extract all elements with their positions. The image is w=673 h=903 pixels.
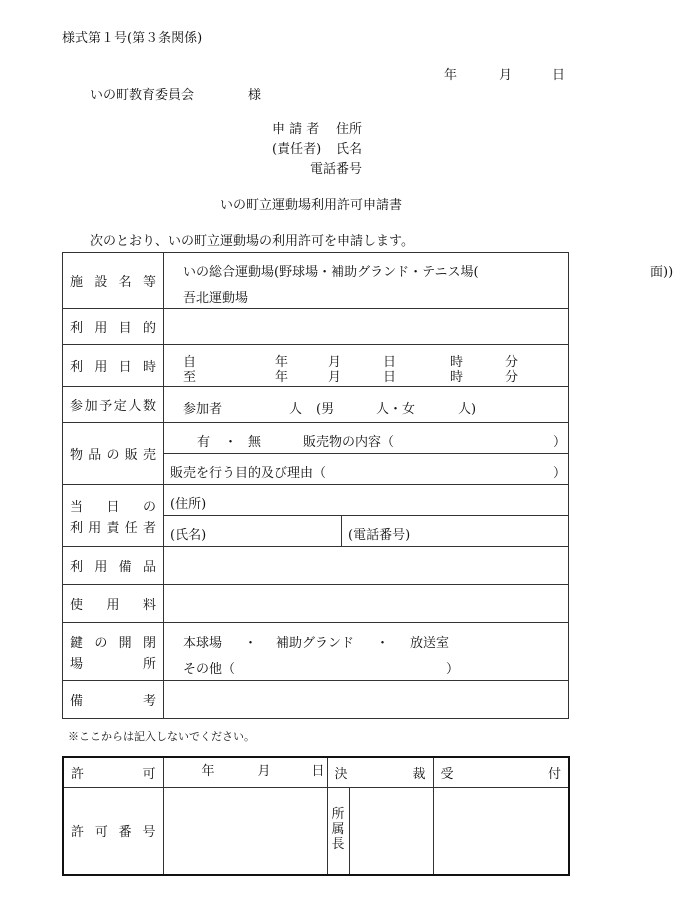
facility-row <box>63 253 569 309</box>
responsible-name-label: (氏名) <box>170 528 207 543</box>
key-label-line-1: 鍵 の 開 閉 <box>70 635 156 651</box>
sales-no-option[interactable]: 無 <box>248 435 262 450</box>
receipt-stamp-cell[interactable] <box>433 787 569 875</box>
applicant-role: 申 請 者 <box>272 122 320 137</box>
key-separator-1: ・ <box>244 635 258 651</box>
datetime-from-minute: 分 <box>505 354 519 370</box>
permit-month: 月 <box>257 764 271 780</box>
key-value-cell <box>164 623 569 681</box>
sales-value-cell <box>164 423 569 485</box>
sales-content-label: 販売物の内容（ <box>303 435 395 450</box>
datetime-value-cell[interactable] <box>164 345 569 387</box>
datetime-to: 至 <box>183 369 197 385</box>
key-separator-2: ・ <box>376 635 390 651</box>
datetime-to-year: 年 <box>275 369 289 385</box>
responsible-label-line-1: 当 日 の <box>70 499 156 515</box>
sales-label: 物 品 の 販 売 <box>70 448 156 463</box>
applicant-responsible-role: (責任者) <box>272 142 322 157</box>
addressee-name: いの町教育委員会 <box>90 88 195 103</box>
sales-reason-line[interactable] <box>164 453 568 484</box>
purpose-label: 利 用 目 的 <box>70 321 156 336</box>
key-row <box>63 623 569 681</box>
sales-yes-option[interactable]: 有 <box>197 435 211 450</box>
datetime-from-year: 年 <box>275 354 289 370</box>
participants-value-cell[interactable] <box>164 387 569 423</box>
office-body-row <box>63 787 569 875</box>
permit-label-cell <box>63 757 163 787</box>
participants-row <box>63 387 569 423</box>
sales-content-close: ） <box>553 435 567 450</box>
form-number: 様式第１号(第３条関係) <box>62 31 203 46</box>
facility-value-cell[interactable] <box>164 253 673 309</box>
datetime-from-month: 月 <box>328 354 342 370</box>
datetime-from-hour: 時 <box>450 354 464 370</box>
decision-label: 決 裁 <box>334 766 426 782</box>
document-title: いの町立運動場利用許可申請書 <box>220 198 403 213</box>
sales-row <box>63 423 569 485</box>
remarks-label-cell <box>63 681 164 719</box>
datetime-to-hour: 時 <box>450 369 464 385</box>
key-label-line-2: 場 所 <box>70 656 156 672</box>
responsible-address-field[interactable] <box>164 485 568 515</box>
fee-value-cell[interactable] <box>164 585 569 623</box>
equipment-value-cell[interactable] <box>164 547 569 585</box>
permit-date-cell[interactable] <box>163 757 327 787</box>
datetime-to-minute: 分 <box>505 369 519 385</box>
responsible-address-label: (住所) <box>170 497 207 512</box>
remarks-row <box>63 681 569 719</box>
facility-option-2: 吾北運動場 <box>183 290 249 306</box>
key-place-sub-ground[interactable]: 補助グランド <box>276 635 355 651</box>
applicant-phone-label: 電話番号 <box>310 162 363 177</box>
remarks-value-cell[interactable] <box>164 681 569 719</box>
intro-text: 次のとおり、いの町立運動場の利用許可を申請します。 <box>90 234 414 249</box>
responsible-label-cell <box>63 485 164 547</box>
receipt-label-cell <box>433 757 569 787</box>
purpose-row <box>63 309 569 345</box>
office-header-row <box>63 757 569 787</box>
date-month-label: 月 <box>499 68 513 83</box>
applicant-address-label: 住所 <box>336 122 363 137</box>
permit-day: 日 <box>311 764 325 780</box>
facility-option-1: いの総合運動場(野球場・補助グランド・テニス場( <box>183 264 479 280</box>
permit-number-value-cell[interactable] <box>163 787 327 875</box>
fee-label: 使 用 料 <box>70 598 156 613</box>
remarks-label: 備 考 <box>70 694 156 709</box>
section-head-label: 所属長 <box>331 807 345 853</box>
key-place-main-field[interactable]: 本球場 <box>183 635 223 651</box>
responsible-divider <box>341 516 342 546</box>
equipment-label: 利 用 備 品 <box>70 560 156 575</box>
permit-number-label-cell <box>63 787 163 875</box>
facility-label: 施 設 名 等 <box>70 275 156 290</box>
participants-label: 参 加 予 定 人 数 <box>70 399 156 414</box>
participants-unit: 人 <box>289 401 303 417</box>
purpose-label-cell <box>63 309 164 345</box>
participants-male-unit: 人・女 <box>376 401 416 417</box>
date-day-label: 日 <box>552 68 566 83</box>
equipment-row <box>63 547 569 585</box>
sales-reason-label: 販売を行う目的及び理由（ <box>170 466 327 481</box>
datetime-to-day: 日 <box>383 369 397 385</box>
receipt-label: 受 付 <box>440 766 561 782</box>
key-place-broadcast-room[interactable]: 放送室 <box>410 635 450 651</box>
section-head-stamp-cell[interactable] <box>349 787 433 875</box>
permit-year: 年 <box>201 764 215 780</box>
application-table <box>62 252 673 719</box>
datetime-from-day: 日 <box>383 354 397 370</box>
participants-male: (男 <box>316 401 335 417</box>
addressee-honorific: 様 <box>248 88 262 103</box>
date-year-label: 年 <box>444 68 458 83</box>
datetime-from: 自 <box>183 354 197 370</box>
purpose-value-cell[interactable] <box>164 309 569 345</box>
datetime-row <box>63 345 569 387</box>
responsible-label-line-2: 利 用 責 任 者 <box>70 520 156 536</box>
sales-label-cell <box>63 423 164 485</box>
fee-row <box>63 585 569 623</box>
equipment-label-cell <box>63 547 164 585</box>
section-head-label-cell <box>327 787 349 875</box>
key-other-label: その他（ <box>183 661 236 677</box>
key-other-close: ） <box>446 661 460 677</box>
applicant-name-label: 氏名 <box>336 142 363 157</box>
permit-label: 許 可 <box>71 766 156 782</box>
participants-label-cell <box>63 387 164 423</box>
datetime-to-month: 月 <box>328 369 342 385</box>
facility-label-cell <box>63 253 164 309</box>
responsible-row <box>63 485 569 547</box>
permit-number-label: 許 可 番 号 <box>71 825 156 841</box>
responsible-phone-label: (電話番号) <box>348 528 411 543</box>
decision-label-cell <box>327 757 433 787</box>
responsible-value-cell <box>164 485 569 547</box>
fee-label-cell <box>63 585 164 623</box>
key-label-cell <box>63 623 164 681</box>
sales-separator: ・ <box>224 435 238 450</box>
office-use-table <box>62 756 570 876</box>
participants-female-unit: 人) <box>458 401 477 417</box>
office-use-note: ※ここからは記入しないでください。 <box>68 730 255 743</box>
facility-court-unit: 面)) <box>650 264 673 280</box>
sales-reason-close: ） <box>553 466 567 481</box>
datetime-label-cell <box>63 345 164 387</box>
datetime-label: 利 用 日 時 <box>70 360 156 375</box>
participants-prefix: 参加者 <box>183 401 223 417</box>
